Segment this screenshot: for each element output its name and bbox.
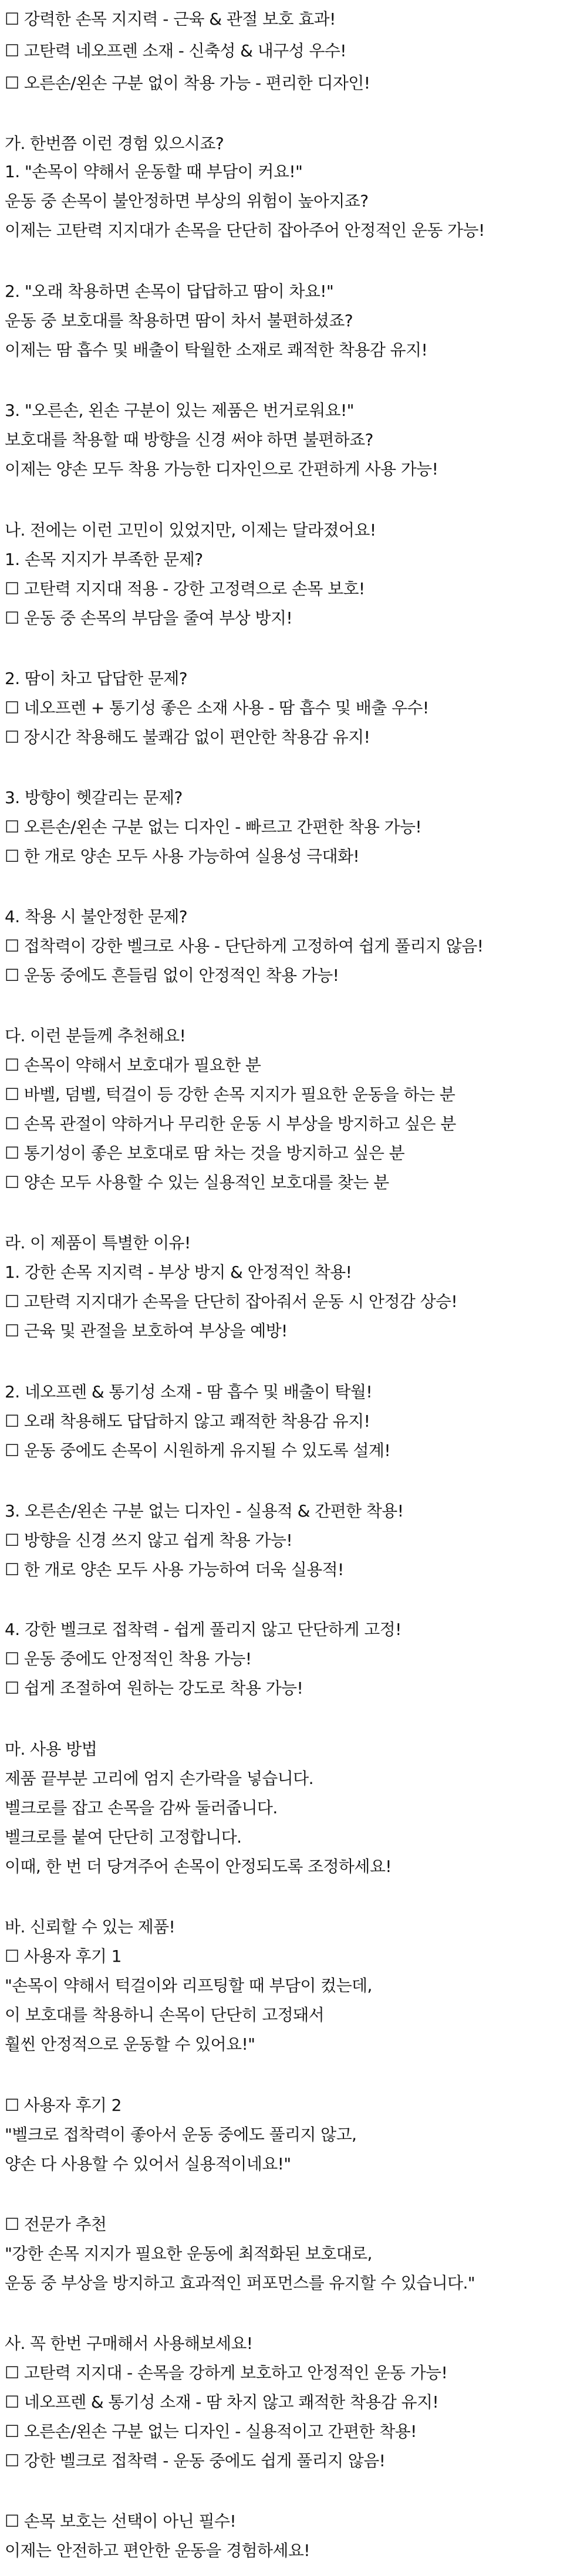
text-line: ☐ 손목이 약해서 보호대가 필요한 분 bbox=[5, 1055, 261, 1075]
text-line: 이 보호대를 착용하니 손목이 단단히 고정돼서 bbox=[5, 2005, 325, 2025]
text-line: 이제는 양손 모두 착용 가능한 디자인으로 간편하게 사용 가능! bbox=[5, 459, 438, 479]
text-line: 벨크로를 붙여 단단히 고정합니다. bbox=[5, 1827, 242, 1847]
text-line: ☐ 한 개로 양손 모두 사용 가능하여 더욱 실용적! bbox=[5, 1560, 344, 1579]
text-line: 2. 네오프렌 & 통기성 소재 - 땀 흡수 및 배출이 탁월! bbox=[5, 1382, 372, 1402]
text-line: ☐ 한 개로 양손 모두 사용 가능하여 실용성 극대화! bbox=[5, 847, 360, 866]
text-line: 다. 이런 분들께 추천해요! bbox=[5, 1026, 186, 1045]
text-line: 4. 착용 시 불안정한 문제? bbox=[5, 907, 188, 926]
text-line: 3. 방향이 헷갈리는 문제? bbox=[5, 788, 183, 807]
text-line: 나. 전에는 이런 고민이 있었지만, 이제는 달라졌어요! bbox=[5, 520, 376, 540]
text-line: ☐ 오른손/왼손 구분 없는 디자인 - 빠르고 간편한 착용 가능! bbox=[5, 817, 422, 837]
text-line: 사. 꼭 한번 구매해서 사용해보세요! bbox=[5, 2334, 253, 2353]
text-line: 1. "손목이 약해서 운동할 때 부담이 커요!" bbox=[5, 162, 303, 181]
text-line: ☐ 고탄력 지지대가 손목을 단단히 잡아줘서 운동 시 안정감 상승! bbox=[5, 1292, 458, 1311]
text-line: ☐ 오래 착용해도 답답하지 않고 쾌적한 착용감 유지! bbox=[5, 1411, 370, 1431]
text-line: 운동 중 손목이 불안정하면 부상의 위험이 높아지죠? bbox=[5, 191, 369, 211]
text-line: ☐ 방향을 신경 쓰지 않고 쉽게 착용 가능! bbox=[5, 1531, 292, 1550]
text-line: ☐ 통기성이 좋은 보호대로 땀 차는 것을 방지하고 싶은 분 bbox=[5, 1143, 405, 1163]
text-line: 라. 이 제품이 특별한 이유! bbox=[5, 1233, 191, 1253]
text-line: ☐ 운동 중에도 흔들림 없이 안정적인 착용 가능! bbox=[5, 966, 339, 985]
text-line: 1. 강한 손목 지지력 - 부상 방지 & 안정적인 착용! bbox=[5, 1262, 352, 1282]
text-line: ☐ 장시간 착용해도 불쾌감 없이 편안한 착용감 유지! bbox=[5, 727, 370, 747]
text-line: 가. 한번쯤 이런 경험 있으시죠? bbox=[5, 134, 224, 153]
text-line: ☐ 네오프렌 + 통기성 좋은 소재 사용 - 땀 흡수 및 배출 우수! bbox=[5, 698, 429, 717]
text-line: ☐ 강한 벨크로 접착력 - 운동 중에도 쉽게 풀리지 않음! bbox=[5, 2451, 386, 2470]
text-line: 운동 중 부상을 방지하고 효과적인 퍼포먼스를 유지할 수 있습니다." bbox=[5, 2273, 475, 2293]
text-line: ☐ 사용자 후기 1 bbox=[5, 1947, 122, 1966]
text-line: ☐ 사용자 후기 2 bbox=[5, 2096, 122, 2115]
text-line: 이제는 안전하고 편안한 운동을 경험하세요! bbox=[5, 2541, 310, 2560]
text-line: ☐ 접착력이 강한 벨크로 사용 - 단단하게 고정하여 쉽게 풀리지 않음! bbox=[5, 936, 484, 956]
text-line: ☐ 손목 관절이 약하거나 무리한 운동 시 부상을 방지하고 싶은 분 bbox=[5, 1114, 456, 1133]
text-line: ☐ 오른손/왼손 구분 없이 착용 가능 - 편리한 디자인! bbox=[5, 73, 370, 93]
text-line: ☐ 고탄력 지지대 - 손목을 강하게 보호하고 안정적인 운동 가능! bbox=[5, 2363, 448, 2382]
text-line: ☐ 운동 중 손목의 부담을 줄여 부상 방지! bbox=[5, 608, 292, 628]
text-line: ☐ 고탄력 네오프렌 소재 - 신축성 & 내구성 우수! bbox=[5, 41, 346, 60]
text-line: 이제는 땀 흡수 및 배출이 탁월한 소재로 쾌적한 착용감 유지! bbox=[5, 340, 428, 360]
text-line: 3. "오른손, 왼손 구분이 있는 제품은 번거로워요!" bbox=[5, 401, 354, 420]
text-line: ☐ 바벨, 덤벨, 턱걸이 등 강한 손목 지지가 필요한 운동을 하는 분 bbox=[5, 1085, 456, 1104]
text-line: 마. 사용 방법 bbox=[5, 1739, 97, 1759]
text-line: 3. 오른손/왼손 구분 없는 디자인 - 실용적 & 간편한 착용! bbox=[5, 1501, 404, 1521]
text-line: ☐ 근육 및 관절을 보호하여 부상을 예방! bbox=[5, 1321, 288, 1341]
text-line: ☐ 양손 모두 사용할 수 있는 실용적인 보호대를 찾는 분 bbox=[5, 1173, 389, 1192]
text-line: ☐ 강력한 손목 지지력 - 근육 & 관절 보호 효과! bbox=[5, 9, 336, 29]
text-line: ☐ 네오프렌 & 통기성 소재 - 땀 차지 않고 쾌적한 착용감 유지! bbox=[5, 2392, 439, 2412]
text-line: 보호대를 착용할 때 방향을 신경 써야 하면 불편하죠? bbox=[5, 430, 373, 449]
text-line: 4. 강한 벨크로 접착력 - 쉽게 풀리지 않고 단단하게 고정! bbox=[5, 1620, 402, 1639]
text-line: ☐ 오른손/왼손 구분 없는 디자인 - 실용적이고 간편한 착용! bbox=[5, 2422, 417, 2441]
text-line: 2. "오래 착용하면 손목이 답답하고 땀이 차요!" bbox=[5, 282, 334, 301]
text-line: 벨크로를 잡고 손목을 감싸 둘러줍니다. bbox=[5, 1798, 278, 1817]
text-line: "강한 손목 지지가 필요한 운동에 최적화된 보호대로, bbox=[5, 2244, 372, 2263]
text-line: 운동 중 보호대를 착용하면 땀이 차서 불편하셨죠? bbox=[5, 311, 353, 330]
text-line: ☐ 고탄력 지지대 적용 - 강한 고정력으로 손목 보호! bbox=[5, 579, 365, 598]
text-line: 바. 신뢰할 수 있는 제품! bbox=[5, 1917, 176, 1937]
text-line: "손목이 약해서 턱걸이와 리프팅할 때 부담이 컸는데, bbox=[5, 1976, 372, 1995]
text-line: 1. 손목 지지가 부족한 문제? bbox=[5, 550, 203, 569]
text-line: ☐ 쉽게 조절하여 원하는 강도로 착용 가능! bbox=[5, 1678, 303, 1698]
text-line: 양손 다 사용할 수 있어서 실용적이네요!" bbox=[5, 2154, 291, 2174]
text-line: 이제는 고탄력 지지대가 손목을 단단히 잡아주어 안정적인 운동 가능! bbox=[5, 221, 485, 240]
text-line: 이때, 한 번 더 당겨주어 손목이 안정되도록 조정하세요! bbox=[5, 1857, 392, 1876]
text-line: ☐ 전문가 추천 bbox=[5, 2215, 107, 2234]
text-line: ☐ 손목 보호는 선택이 아닌 필수! bbox=[5, 2511, 237, 2531]
text-line: 훨씬 안정적으로 운동할 수 있어요!" bbox=[5, 2035, 255, 2054]
text-line: ☐ 운동 중에도 손목이 시원하게 유지될 수 있도록 설계! bbox=[5, 1441, 390, 1460]
text-line: 2. 땀이 차고 답답한 문제? bbox=[5, 669, 188, 688]
text-line: ☐ 운동 중에도 안정적인 착용 가능! bbox=[5, 1649, 252, 1668]
text-line: 제품 끝부분 고리에 엄지 손가락을 넣습니다. bbox=[5, 1769, 313, 1788]
text-line: "벨크로 접착력이 좋아서 운동 중에도 풀리지 않고, bbox=[5, 2125, 357, 2144]
